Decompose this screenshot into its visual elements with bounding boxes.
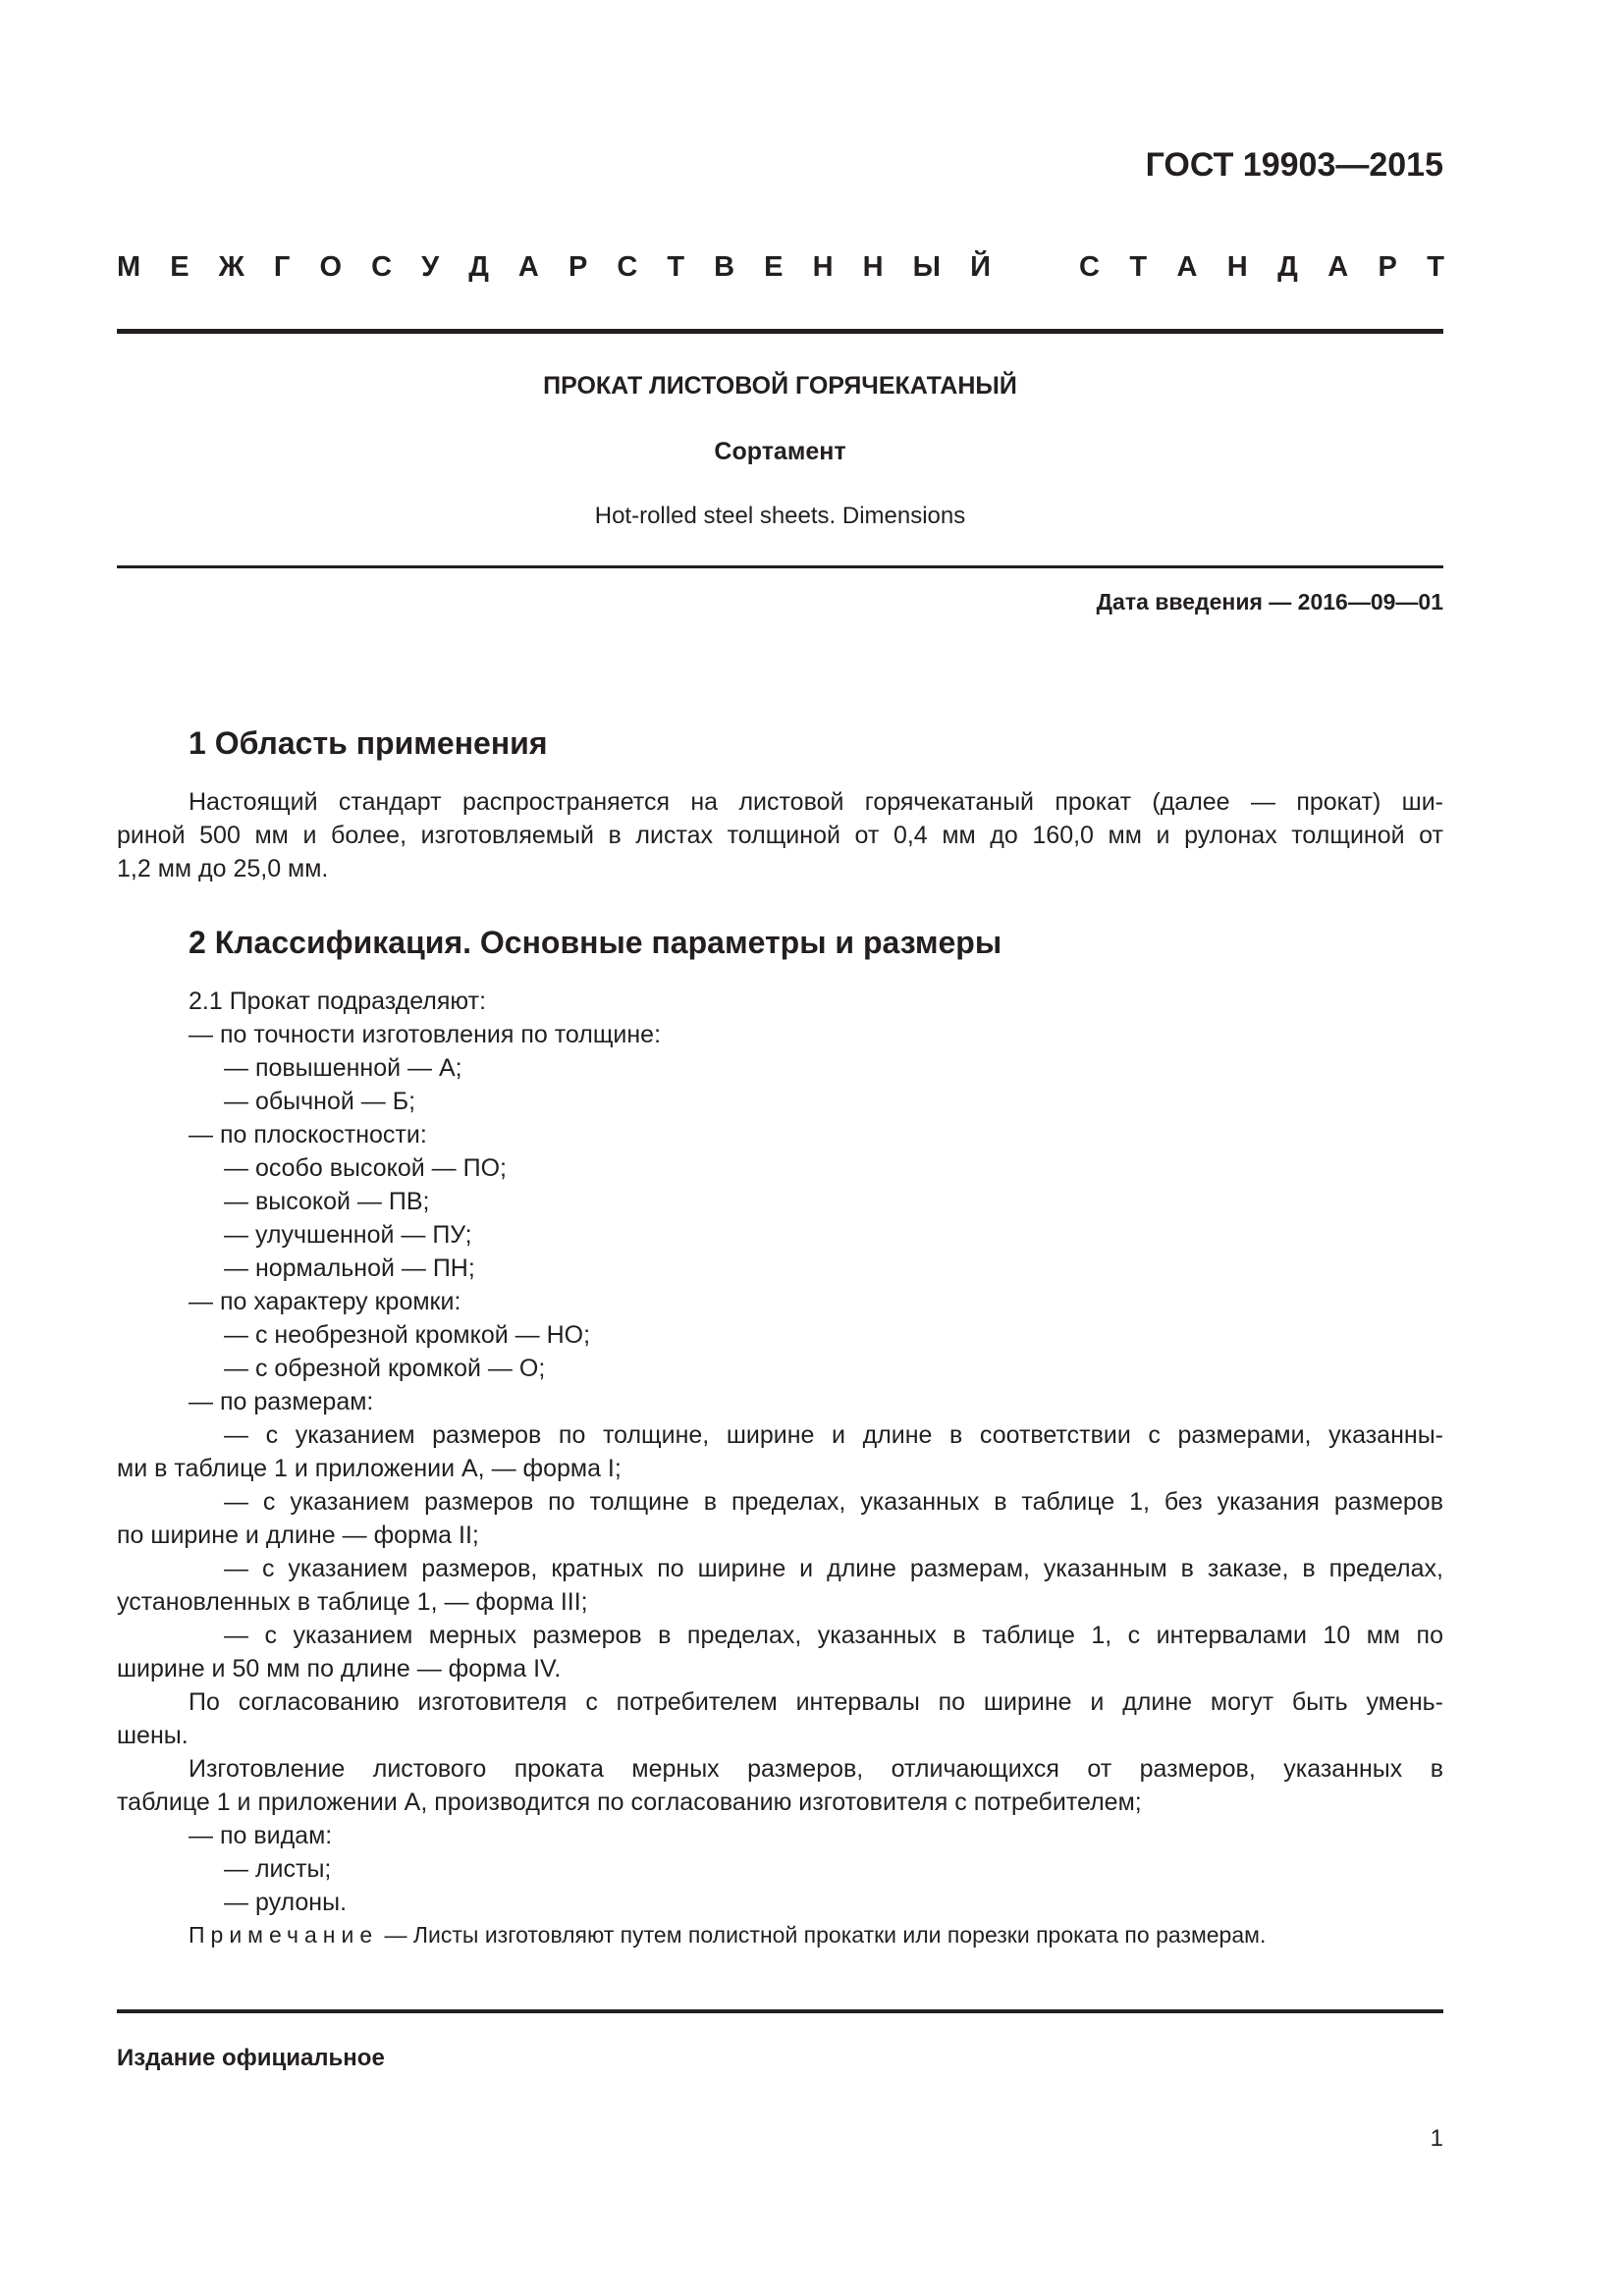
- form-3-line: — с указанием размеров, кратных по ширине и длине размерам, указанным в заказе, в пределах,: [224, 1555, 1443, 1582]
- list-subitem: — с обрезной кромкой — О;: [224, 1355, 546, 1382]
- title-divider: [117, 565, 1443, 568]
- list-subitem: — листы;: [224, 1855, 332, 1883]
- letter: Т: [667, 251, 685, 283]
- letter: Т: [1129, 251, 1148, 283]
- agreement-paragraph-line: шены.: [117, 1722, 189, 1749]
- letter: Н: [812, 251, 834, 283]
- page-number: 1: [1430, 2125, 1443, 2152]
- letter: Ы: [912, 251, 941, 283]
- list-subitem: — обычной — Б;: [224, 1088, 416, 1115]
- manufacture-paragraph-line: таблице 1 и приложении А, производится по согласованию изготовителя с потребителем;: [117, 1789, 1142, 1816]
- letter: С: [1079, 251, 1100, 283]
- section-1-line: риной 500 мм и более, изготовляемый в листах толщиной от 0,4 мм до 160,0 мм и рулонах толщиной от: [117, 822, 1443, 849]
- form-4-line: ширине и 50 мм по длине — форма IV.: [117, 1655, 562, 1682]
- letter: Е: [170, 251, 189, 283]
- manufacture-paragraph-line: Изготовление листового проката мерных размеров, отличающихся от размеров, указанных в: [189, 1755, 1443, 1783]
- interstate-standard-label: [117, 247, 1444, 287]
- list-item: — по точности изготовления по толщине:: [189, 1021, 662, 1048]
- note-lead: Примечание: [189, 1922, 379, 1948]
- list-item: — по размерам:: [189, 1388, 374, 1415]
- form-4-line: — с указанием мерных размеров в пределах, указанных в таблице 1, с интервалами 10 мм по: [224, 1622, 1443, 1649]
- note-text: — Листы изготовляют путем полистной прокатки или порезки проката по размерам.: [378, 1922, 1267, 1948]
- note: [189, 1918, 1266, 1951]
- interstate-word: [117, 247, 991, 287]
- section-1-heading: 1 Область применения: [189, 725, 548, 761]
- letter: Т: [1427, 251, 1444, 283]
- letter: Й: [970, 251, 991, 283]
- header-divider: [117, 329, 1443, 334]
- letter: А: [1327, 251, 1349, 283]
- letter: Д: [1277, 251, 1298, 283]
- letter: М: [117, 251, 141, 283]
- form-3-line: установленных в таблице 1, — форма III;: [117, 1588, 588, 1616]
- list-item: — по плоскостности:: [189, 1121, 427, 1148]
- letter: Р: [1378, 251, 1397, 283]
- letter: Д: [468, 251, 489, 283]
- letter: А: [1176, 251, 1198, 283]
- list-item: — по характеру кромки:: [189, 1288, 461, 1315]
- letter: У: [421, 251, 440, 283]
- standard-word: [1079, 247, 1444, 287]
- letter: Ж: [218, 251, 244, 283]
- list-subitem: — рулоны.: [224, 1889, 348, 1916]
- letter: С: [617, 251, 638, 283]
- letter: Н: [862, 251, 884, 283]
- form-1-line: ми в таблице 1 и приложении А, — форма I;: [117, 1455, 622, 1482]
- form-2-line: по ширине и длине — форма II;: [117, 1522, 479, 1549]
- letter: С: [371, 251, 393, 283]
- list-subitem: — повышенной — А;: [224, 1054, 462, 1082]
- clause-2-1: 2.1 Прокат подразделяют:: [189, 988, 487, 1015]
- standard-number: ГОСТ 19903—2015: [1145, 146, 1443, 184]
- list-subitem: — особо высокой — ПО;: [224, 1154, 507, 1182]
- form-2-line: — с указанием размеров по толщине в пределах, указанных в таблице 1, без указания размеров: [224, 1488, 1443, 1516]
- edition-label: Издание официальное: [117, 2045, 385, 2071]
- document-subtitle: Сортамент: [714, 438, 846, 465]
- list-subitem: — нормальной — ПН;: [224, 1255, 475, 1282]
- letter: А: [517, 251, 539, 283]
- letter: Г: [273, 251, 291, 283]
- list-subitem: — высокой — ПВ;: [224, 1188, 430, 1215]
- document-title: ПРОКАТ ЛИСТОВОЙ ГОРЯЧЕКАТАНЫЙ: [543, 372, 1017, 400]
- list-subitem: — с необрезной кромкой — НО;: [224, 1321, 591, 1349]
- footer-divider: [117, 2009, 1443, 2013]
- form-1-line: — с указанием размеров по толщине, ширине и длине в соответствии с размерами, указанны-: [224, 1421, 1443, 1449]
- letter: Н: [1226, 251, 1248, 283]
- letter: Е: [764, 251, 784, 283]
- agreement-paragraph-line: По согласованию изготовителя с потребителем интервалы по ширине и длине могут быть умень-: [189, 1688, 1443, 1716]
- letter: В: [714, 251, 735, 283]
- section-2-heading: 2 Классификация. Основные параметры и размеры: [189, 925, 1002, 960]
- list-subitem: — улучшенной — ПУ;: [224, 1221, 472, 1249]
- list-item: — по видам:: [189, 1822, 333, 1849]
- letter: О: [319, 251, 342, 283]
- introduction-date: Дата введения — 2016—09—01: [1096, 589, 1443, 614]
- section-1-line: Настоящий стандарт распространяется на листовой горячекатаный прокат (далее — прокат) ши-: [189, 788, 1443, 816]
- document-title-english: Hot-rolled steel sheets. Dimensions: [594, 503, 966, 529]
- section-1-line: 1,2 мм до 25,0 мм.: [117, 855, 329, 882]
- letter: Р: [568, 251, 588, 283]
